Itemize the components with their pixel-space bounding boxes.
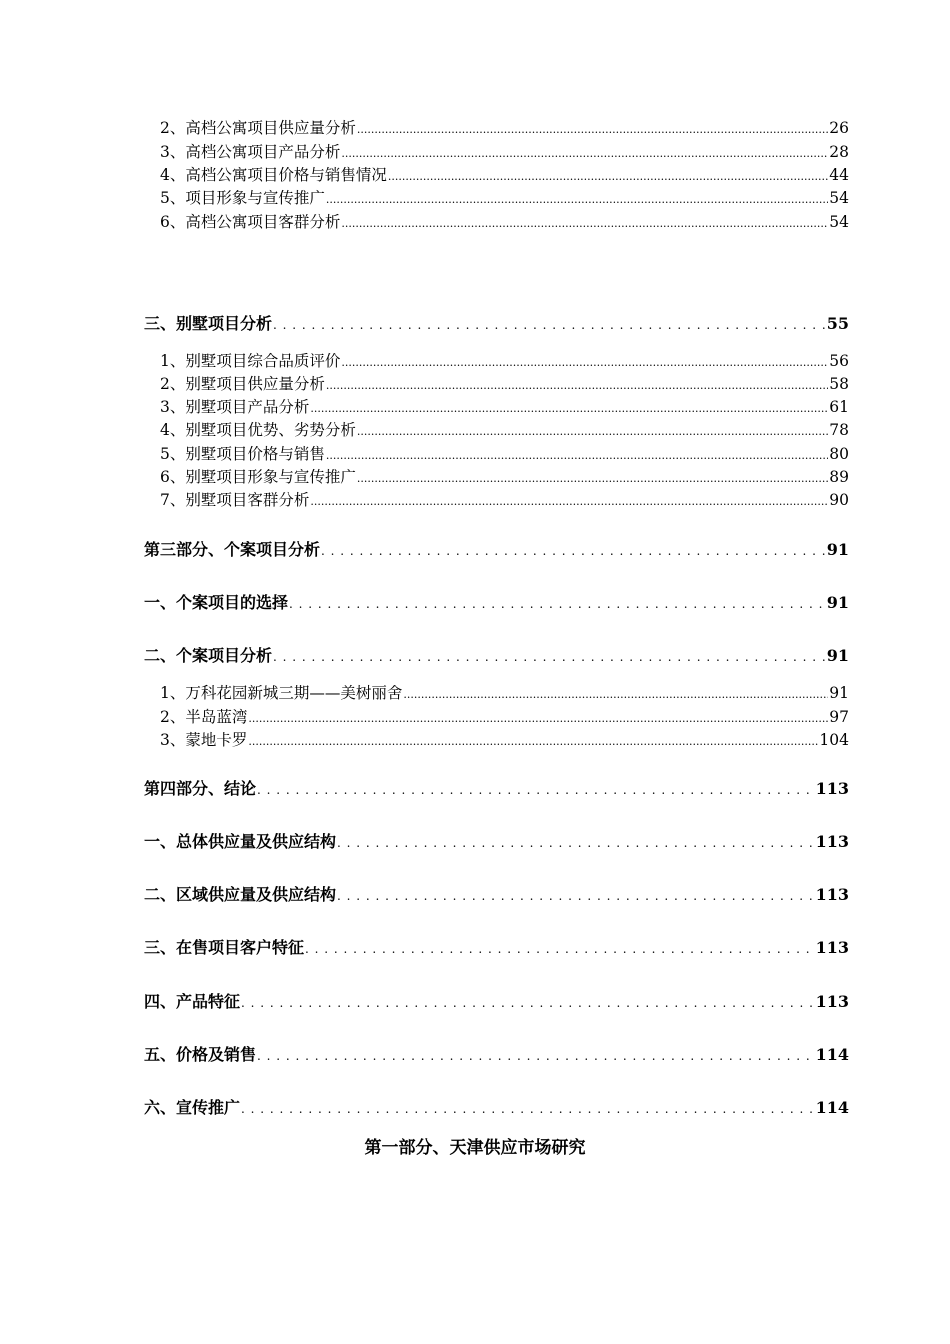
- toc-entry-page: 28: [829, 143, 849, 161]
- toc-leader: [310, 490, 828, 512]
- toc-entry-label: 4、高档公寓项目价格与销售情况: [160, 166, 387, 184]
- toc-entry[interactable]: [144, 540, 849, 561]
- toc-entry[interactable]: [160, 165, 849, 187]
- toc-entry-label: 第四部分、结论: [144, 779, 257, 798]
- toc-entry-page: 44: [829, 166, 849, 184]
- toc-entry[interactable]: [160, 730, 849, 752]
- toc-entry[interactable]: [144, 1045, 849, 1066]
- toc-entry-page: 114: [815, 1098, 849, 1117]
- toc-leader: [341, 351, 828, 373]
- toc-entry-label: 第三部分、个案项目分析: [144, 540, 321, 559]
- toc-entry[interactable]: [160, 490, 849, 512]
- toc-leader: [357, 467, 828, 489]
- toc-entry-page: 113: [815, 832, 849, 851]
- toc-leader: [388, 165, 828, 187]
- toc-entry-label: 5、别墅项目价格与销售: [160, 445, 325, 463]
- toc-leader: [321, 540, 826, 561]
- toc-entry-label: 6、高档公寓项目客群分析: [160, 213, 341, 231]
- toc-leader: [310, 397, 828, 419]
- toc-leader: [403, 683, 828, 705]
- toc-entry-label: 二、区域供应量及供应结构: [144, 885, 337, 904]
- toc-leader: [326, 444, 828, 466]
- toc-entry[interactable]: [160, 374, 849, 396]
- toc-leader: [326, 374, 828, 396]
- toc-entry-page: 54: [829, 189, 849, 207]
- toc-entry-page: 113: [815, 885, 849, 904]
- toc-entry[interactable]: [160, 707, 849, 729]
- toc-entry-page: 89: [829, 468, 849, 486]
- toc-entry-page: 97: [829, 708, 849, 726]
- toc-leader: [305, 938, 815, 959]
- toc-entry[interactable]: [144, 593, 849, 614]
- toc-entry-label: 三、别墅项目分析: [144, 314, 273, 333]
- toc-entry[interactable]: [160, 683, 849, 705]
- toc-entry-label: 2、别墅项目供应量分析: [160, 375, 325, 393]
- section-heading: 第一部分、天津供应市场研究: [364, 1138, 586, 1158]
- toc-entry-label: 一、个案项目的选择: [144, 593, 289, 612]
- toc-leader: [248, 707, 828, 729]
- toc-entry-label: 1、万科花园新城三期——美树丽舍: [160, 684, 403, 702]
- toc-entry[interactable]: [144, 1098, 849, 1119]
- toc-leader: [257, 1045, 815, 1066]
- toc-entry[interactable]: [144, 938, 849, 959]
- toc-entry-label: 一、总体供应量及供应结构: [144, 832, 337, 851]
- toc-entry-page: 91: [826, 593, 849, 612]
- toc-leader: [326, 188, 828, 210]
- toc-entry-label: 2、半岛蓝湾: [160, 708, 248, 726]
- toc-entry-page: 113: [815, 779, 849, 798]
- toc-entry-label: 二、个案项目分析: [144, 646, 273, 665]
- toc-leader: [337, 885, 815, 906]
- toc-entry-label: 3、别墅项目产品分析: [160, 398, 310, 416]
- toc-entry-page: 54: [829, 213, 849, 231]
- toc-entry-page: 91: [826, 540, 849, 559]
- toc-entry-page: 26: [829, 119, 849, 137]
- toc-leader: [289, 593, 826, 614]
- toc-entry[interactable]: [144, 885, 849, 906]
- toc-entry-page: 55: [826, 314, 849, 333]
- toc-leader: [273, 646, 826, 667]
- toc-entry[interactable]: [160, 118, 849, 140]
- toc-entry-label: 六、宣传推广: [144, 1098, 241, 1117]
- toc-entry-page: 58: [829, 375, 849, 393]
- toc-leader: [248, 730, 818, 752]
- toc-leader: [357, 118, 828, 140]
- toc-entry-page: 91: [826, 646, 849, 665]
- toc-entry[interactable]: [160, 188, 849, 210]
- toc-entry-label: 2、高档公寓项目供应量分析: [160, 119, 356, 137]
- toc-entry-page: 113: [815, 938, 849, 957]
- toc-entry-page: 104: [819, 731, 849, 749]
- toc-entry[interactable]: [160, 142, 849, 164]
- toc-entry-page: 91: [829, 684, 849, 702]
- toc-leader: [337, 832, 815, 853]
- toc-entry-label: 6、别墅项目形象与宣传推广: [160, 468, 356, 486]
- toc-leader: [357, 420, 828, 442]
- toc-leader: [273, 314, 826, 335]
- toc-entry[interactable]: [144, 314, 849, 335]
- toc-entry[interactable]: [160, 212, 849, 234]
- toc-entry[interactable]: [144, 832, 849, 853]
- toc-leader: [241, 992, 815, 1013]
- toc-entry[interactable]: [160, 420, 849, 442]
- toc-entry[interactable]: [144, 646, 849, 667]
- toc-entry-label: 五、价格及销售: [144, 1045, 257, 1064]
- toc-entry-label: 3、蒙地卡罗: [160, 731, 248, 749]
- toc-entry-label: 5、项目形象与宣传推广: [160, 189, 325, 207]
- toc-entry[interactable]: [144, 779, 849, 800]
- toc-entry-label: 7、别墅项目客群分析: [160, 491, 310, 509]
- toc-entry[interactable]: [160, 351, 849, 373]
- toc-entry[interactable]: [144, 992, 849, 1013]
- toc-entry-page: 78: [829, 421, 849, 439]
- toc-entry-label: 三、在售项目客户特征: [144, 938, 305, 957]
- toc-entry[interactable]: [160, 467, 849, 489]
- toc-leader: [241, 1098, 815, 1119]
- toc-leader: [341, 142, 828, 164]
- toc-entry[interactable]: [160, 397, 849, 419]
- toc-entry-label: 1、别墅项目综合品质评价: [160, 352, 341, 370]
- toc-entry-label: 4、别墅项目优势、劣势分析: [160, 421, 356, 439]
- toc-entry-page: 56: [829, 352, 849, 370]
- toc-entry-page: 80: [829, 445, 849, 463]
- toc-entry-label: 四、产品特征: [144, 992, 241, 1011]
- toc-entry-page: 114: [815, 1045, 849, 1064]
- toc-leader: [257, 779, 815, 800]
- toc-entry-page: 90: [829, 491, 849, 509]
- toc-entry-page: 113: [815, 992, 849, 1011]
- toc-entry-label: 3、高档公寓项目产品分析: [160, 143, 341, 161]
- toc-entry-page: 61: [829, 398, 849, 416]
- toc-leader: [341, 212, 828, 234]
- toc-entry[interactable]: [160, 444, 849, 466]
